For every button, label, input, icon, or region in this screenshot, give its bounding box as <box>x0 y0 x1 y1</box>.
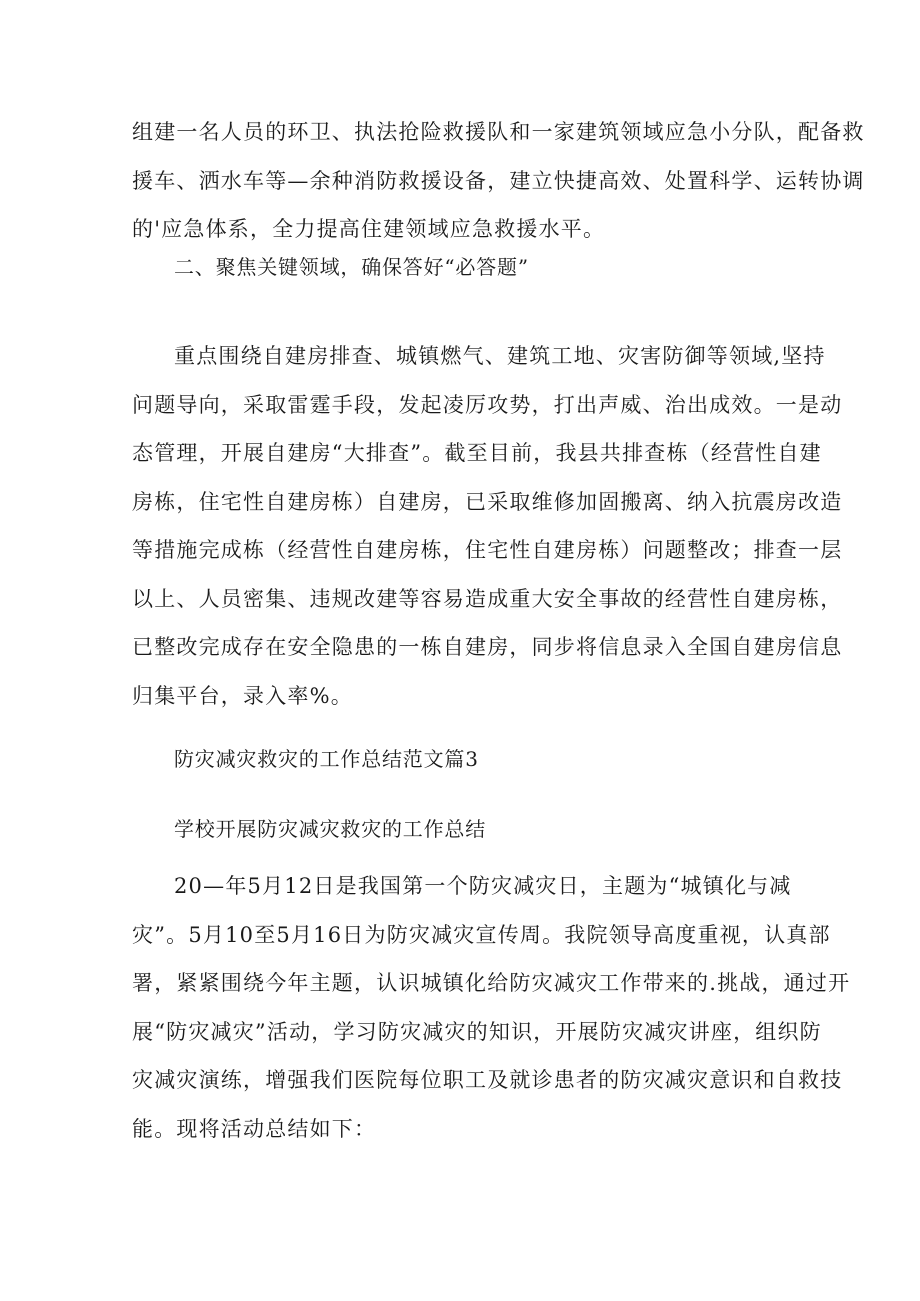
text-line: 房栋，住宅性自建房栋）自建房，已采取维修加固搬离、纳入抗震房改造 <box>132 489 843 514</box>
text-line: 以上、人员密集、违规改建等容易造成重大安全事故的经营性自建房栋， <box>132 586 843 611</box>
text-line: 的'应急体系，全力提高住建领域应急救援水平。 <box>132 217 606 241</box>
article-subtitle: 学校开展防灾减灾救灾的工作总结 <box>174 817 486 841</box>
text-line: 灾减灾演练，增强我们医院每位职工及就诊患者的防灾减灾意识和自救技 <box>132 1068 843 1092</box>
text-line: 重点围绕自建房排查、城镇燃气、建筑工地、灾害防御等领域,坚持 <box>174 344 826 368</box>
section-heading-key-areas: 二、聚焦关键领域，确保答好“必答题” <box>174 255 529 279</box>
text-line: 能。现将活动总结如下： <box>132 1116 377 1141</box>
text-line: 等措施完成栋（经营性自建房栋，住宅性自建房栋）问题整改；排查一层 <box>132 538 843 562</box>
text-line: 20—年5月12日是我国第一个防灾减灾日，主题为“城镇化与减 <box>174 874 792 898</box>
text-line: 组建一名人员的环卫、执法抢险救援队和一家建筑领域应急小分队，配备救 <box>132 120 865 144</box>
text-line: 态管理，开展自建房“大排查”。截至目前，我县共排查栋（经营性自建 <box>132 441 822 465</box>
paragraph-disaster-day <box>132 862 851 1153</box>
paragraph-emergency-team <box>132 108 865 254</box>
paragraph-self-built-housing <box>132 332 843 720</box>
text-line: 灾”。5月10至5月16日为防灾减灾宣传周。我院领导高度重视，认真部 <box>132 922 831 947</box>
article-title: 防灾减灾救灾的工作总结范文篇3 <box>174 747 479 771</box>
text-line: 署，紧紧围绕今年主题，认识城镇化给防灾减灾工作带来的.挑战，通过开 <box>132 971 851 995</box>
text-line: 问题导向，采取雷霆手段，发起凌厉攻势，打出声威、治出成效。一是动 <box>132 392 843 417</box>
text-line: 已整改完成存在安全隐患的一栋自建房，同步将信息录入全国自建房信息 <box>132 635 843 659</box>
text-line: 归集平台，录入率%。 <box>132 683 353 708</box>
text-line: 展“防灾减灾”活动，学习防灾减灾的知识，开展防灾减灾讲座，组织防 <box>132 1019 822 1044</box>
text-line: 援车、洒水车等—余种消防救援设备，建立快捷高效、处置科学、运转协调 <box>132 168 865 193</box>
